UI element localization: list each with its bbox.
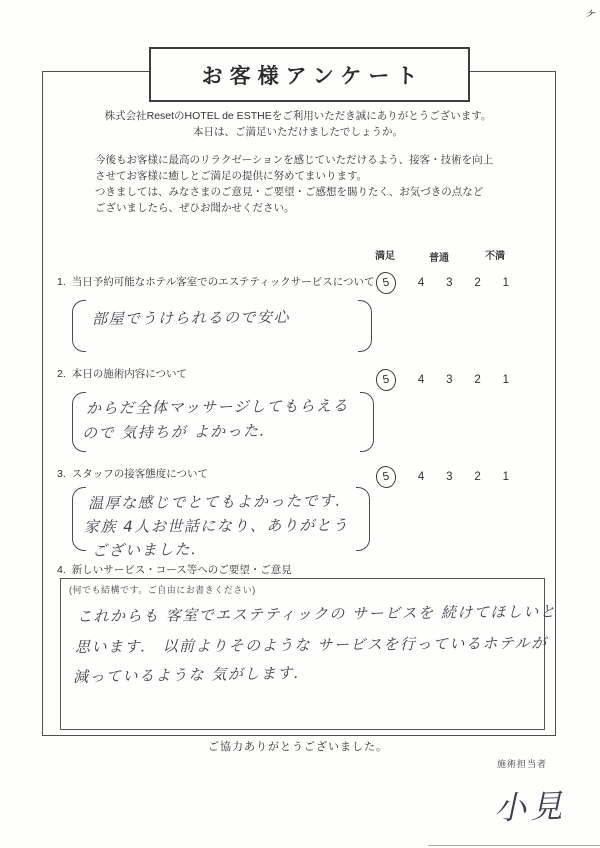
q1-rating-4: 4	[417, 277, 425, 289]
rating-row-q1	[379, 272, 509, 294]
corner-handwritten-mark: ヶ	[582, 4, 600, 23]
q3-rating-3: 3	[446, 471, 453, 483]
q1-rating-1: 1	[502, 277, 509, 289]
intro-line-2: 本日は、ご満足いただけましたでしょうか。	[193, 126, 403, 138]
scale-label-normal: 普通	[429, 253, 449, 264]
question-3-text: スタッフの接客態度について	[71, 468, 209, 480]
scale-label-dissatisfied: 不満	[485, 251, 505, 262]
question-4-text: 新しいサービス・コース等へのご要望・ご意見	[71, 564, 292, 576]
question-3-label	[57, 466, 208, 481]
question-1-label	[57, 274, 374, 289]
q2-answer-line-2: ので 気持ちが よかった.	[81, 421, 266, 443]
rating-row-q3	[379, 466, 509, 488]
scale-label-satisfied: 満足	[375, 251, 395, 262]
q2-rating-2: 2	[474, 374, 481, 386]
q2-rating-4: 4	[417, 374, 425, 386]
q3-rating-2: 2	[474, 471, 481, 483]
q3-answer-line-3: ございました.	[91, 540, 198, 560]
rating-row-q2	[379, 369, 509, 391]
question-2-number: 2.	[57, 368, 66, 380]
q1-rating-5-circled: 5	[374, 270, 398, 295]
q3-answer-line-1: 温厚な感じでとてもよかったです.	[87, 491, 342, 513]
intro-paragraph	[95, 152, 493, 216]
intro-para-line-1: 今後もお客様に最高のリラクゼーションを感じていただけるよう、接客・技術を向上	[95, 154, 494, 166]
q3-answer-line-2: 家族 4人お世話になり、ありがとう	[83, 516, 349, 536]
intro-line-1: 株式会社ResetのHOTEL de ESTHEをご利用いただき誠にありがとうございます。	[104, 110, 492, 122]
q2-answer-line-1: からだ全体マッサージしてもらえる	[85, 396, 350, 418]
question-4-label	[57, 562, 292, 577]
intro-para-line-4: ございましたら、ぜひお聞かせください。	[95, 202, 295, 214]
question-1-text: 当日予約可能なホテル客室でのエステティックサービスについて	[71, 276, 375, 288]
q3-rating-4: 4	[417, 471, 425, 483]
thanks-message: ご協力ありがとうございました。	[208, 741, 388, 753]
q1-answer-bracket-right	[358, 300, 372, 352]
bottom-rule	[428, 845, 600, 846]
q3-rating-5-circled: 5	[374, 464, 398, 489]
q1-rating-2: 2	[474, 277, 481, 289]
q4-answer-line-3: 減っているような 気がします.	[72, 664, 301, 686]
q3-rating-1: 1	[502, 471, 509, 483]
question-2-label	[57, 366, 187, 381]
q2-rating-5-circled: 5	[374, 367, 398, 392]
q4-comment-box	[60, 578, 557, 730]
q1-rating-3: 3	[446, 277, 453, 289]
q1-answer-line-1: 部屋でうけられるので安心	[91, 307, 291, 329]
form-title: お客様アンケート	[201, 64, 425, 88]
staff-signature: 小見	[493, 786, 567, 828]
q4-hint: (何でも結構です。ご自由にお書きください)	[69, 585, 256, 595]
question-1-number: 1.	[57, 276, 66, 288]
question-3-number: 3.	[57, 468, 66, 480]
intro-para-line-2: させてお客様に癒しとご満足の提供に努めてまいります。	[95, 170, 368, 182]
q2-answer-bracket-right	[360, 392, 374, 452]
question-2-text: 本日の施術内容について	[71, 368, 188, 380]
intro-para-line-3: つきましては、みなさまのご意見・ご要望・ご感想を賜りたく、お気づきの点など	[95, 186, 484, 198]
q3-answer-bracket-right	[356, 487, 370, 551]
q1-answer-bracket-left	[72, 300, 86, 352]
staff-in-charge-label: 施術担当者	[497, 759, 548, 769]
q4-answer-line-1: これからも 客室でエステティックの サービスを 続けてほしいと	[76, 602, 557, 626]
question-4-number: 4.	[57, 564, 66, 576]
form-title-box	[149, 47, 470, 102]
q4-answer-line-2: 思います． 以前よりそのような サービスを行っているホテルが	[74, 633, 548, 657]
q2-rating-1: 1	[502, 374, 509, 386]
q2-rating-3: 3	[446, 374, 453, 386]
